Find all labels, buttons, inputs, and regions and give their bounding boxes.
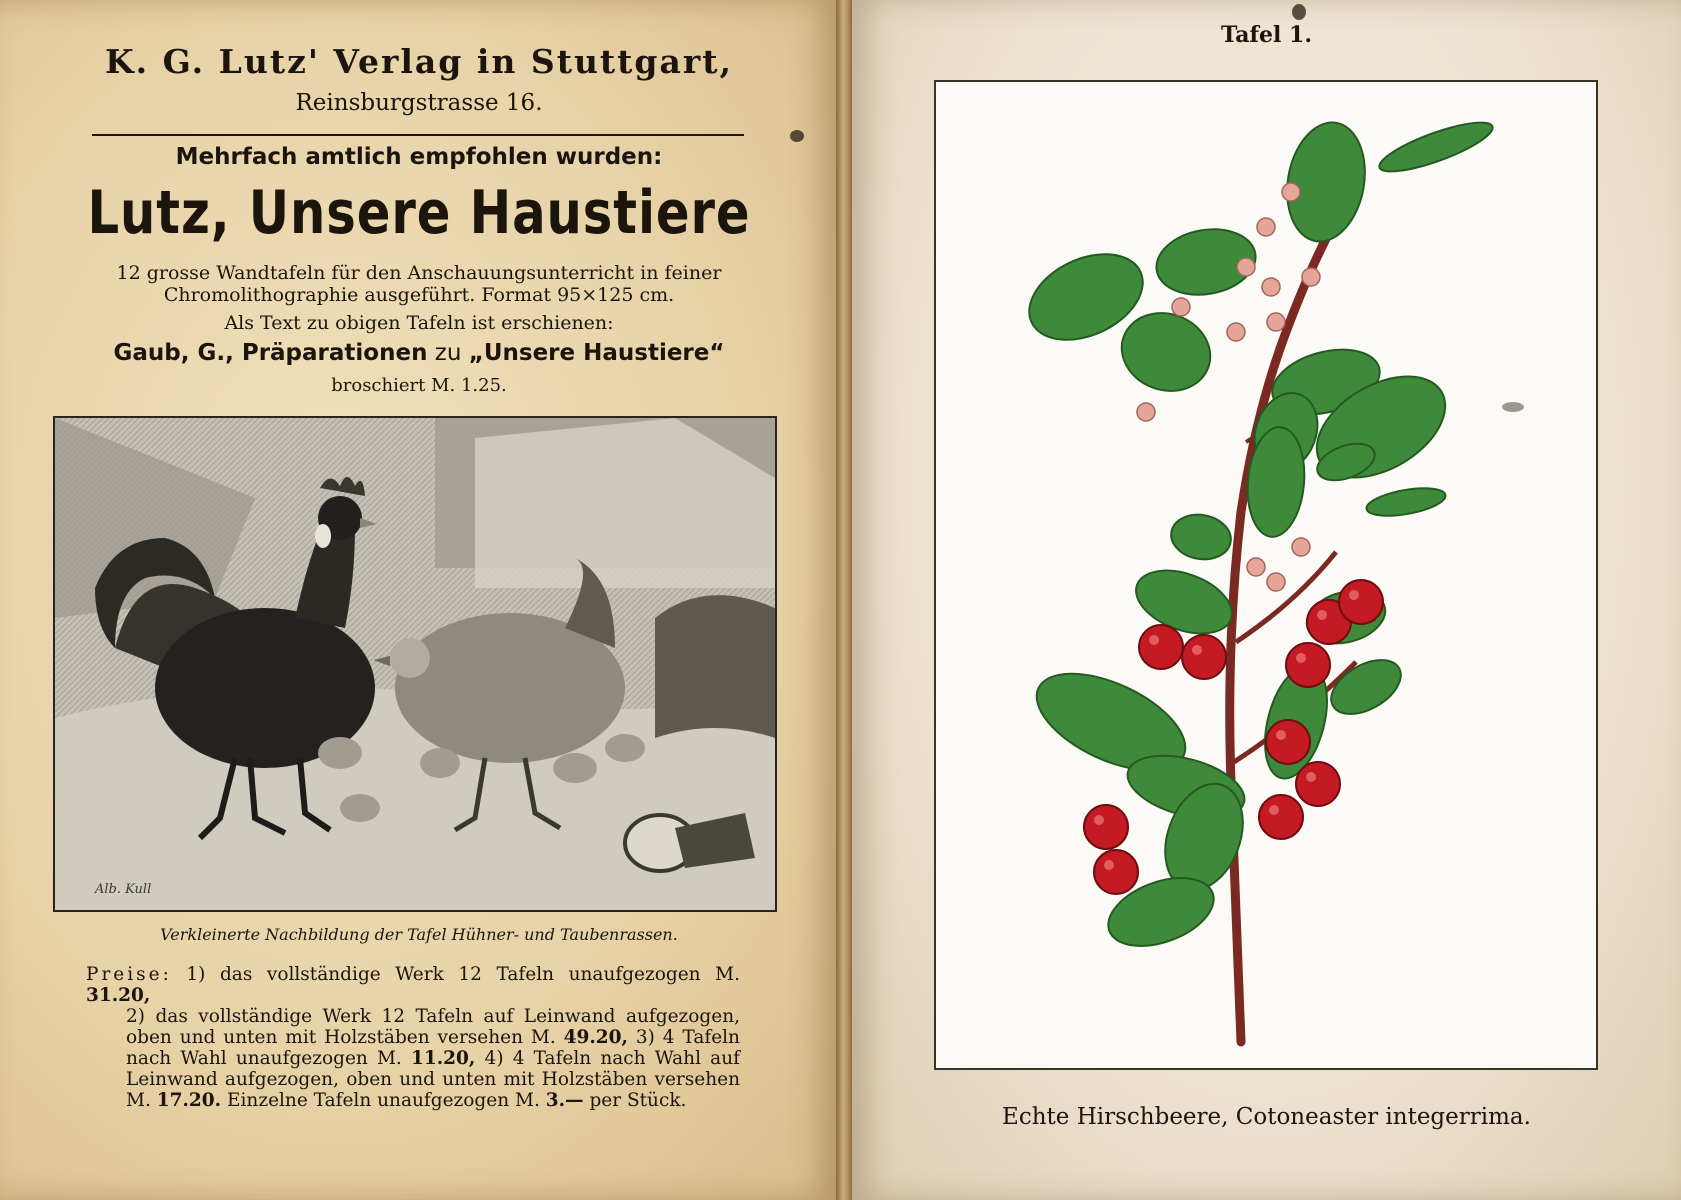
price-value: 31.20, (86, 985, 151, 1006)
plant-leaf (1365, 483, 1448, 521)
plant-berry (1286, 643, 1330, 687)
berry-highlight (1317, 610, 1327, 620)
berry-highlight (1269, 805, 1279, 815)
plant-berry (1182, 635, 1226, 679)
price-label: Preise: (86, 964, 172, 985)
left-page (0, 0, 838, 1200)
plant-berry (1259, 795, 1303, 839)
plant-blossom (1137, 403, 1155, 421)
plate-caption: Echte Hirschbeere, Cotoneaster integerrima. (1002, 1104, 1531, 1130)
plant-blossom (1172, 298, 1190, 316)
plant-berry (1339, 580, 1383, 624)
berry-highlight (1296, 653, 1306, 663)
price-item (126, 1006, 740, 1111)
ink-spot (1292, 4, 1306, 20)
companion-connector: zu (434, 340, 462, 366)
berry-highlight (1149, 635, 1159, 645)
heading-rule (92, 134, 744, 136)
illustration-caption: Verkleinerte Nachbildung der Tafel Hühner- und Taubenrassen. (160, 925, 678, 944)
price-value: 17.20. (156, 1090, 222, 1111)
recommended-line: Mehrfach amtlich empfohlen wurden: (175, 144, 663, 170)
cotoneaster-illustration (936, 82, 1596, 1068)
berry-highlight (1276, 730, 1286, 740)
price-text: Einzelne Tafeln unaufgezogen M. (226, 1090, 540, 1111)
companion-price: broschiert M. 1.25. (331, 375, 507, 396)
plant-blossom (1267, 573, 1285, 591)
ink-spot (790, 130, 804, 142)
publisher-heading: K. G. Lutz' Verlag in Stuttgart, (105, 42, 733, 81)
publisher-address: Reinsburgstrasse 16. (295, 90, 543, 116)
price-text: 1) das vollständige Werk 12 Tafeln unaufgezogen M. (186, 964, 740, 985)
berry-highlight (1104, 860, 1114, 870)
plant-blossom (1267, 313, 1285, 331)
plant-blossom (1257, 218, 1275, 236)
companion-book (0, 340, 838, 366)
plant-leaf (1375, 113, 1497, 180)
plant-leaf (1111, 301, 1222, 403)
berry-highlight (1306, 772, 1316, 782)
berry-highlight (1349, 590, 1359, 600)
price-text: 3) 4 Tafeln nach Wahl unaufgezogen M. (126, 1027, 740, 1069)
plant-berry (1094, 850, 1138, 894)
companion-author: Gaub, G., Präparationen (113, 340, 428, 366)
plant-blossom (1227, 323, 1245, 341)
price-text: per Stück. (589, 1090, 687, 1111)
plant-blossom (1292, 538, 1310, 556)
plant-blossom (1262, 278, 1280, 296)
price-item (86, 964, 740, 1006)
right-page (852, 0, 1681, 1200)
price-list (86, 964, 740, 1111)
plant-blossom (1237, 258, 1255, 276)
book-title: Lutz, Unsere Haustiere (87, 178, 751, 248)
rooster-hen-engraving (53, 416, 777, 912)
berry-highlight (1094, 815, 1104, 825)
engraving-signature: Alb. Kull (95, 882, 152, 897)
plant-berry (1139, 625, 1183, 669)
plant-blossom (1302, 268, 1320, 286)
plate-number: Tafel 1. (1221, 22, 1312, 48)
plant-leaf (1278, 116, 1374, 247)
plant-berry (1084, 805, 1128, 849)
book-description: 12 grosse Wandtafeln für den Anschauungsunterricht in feiner Chromolithographie ausgeführt. Format 95×125 cm. (116, 262, 722, 306)
plant-blossom (1247, 558, 1265, 576)
plant-berry (1296, 762, 1340, 806)
plant-leaf (1168, 510, 1235, 564)
berry-highlight (1192, 645, 1202, 655)
botanical-plate (934, 80, 1598, 1070)
companion-title: „Unsere Haustiere“ (468, 340, 725, 366)
price-value: 49.20, (563, 1027, 628, 1048)
engraving-drawing (55, 418, 775, 910)
price-value: 11.20, (411, 1048, 476, 1069)
price-text: 4) 4 Tafeln nach Wahl auf Leinwand aufgezogen, oben und unten mit Holzstäben versehen M. (126, 1048, 740, 1111)
price-value: 3.— (545, 1090, 584, 1111)
plant-blossom (1282, 183, 1300, 201)
text-note: Als Text zu obigen Tafeln ist erschienen: (224, 312, 614, 334)
ink-spot (1502, 402, 1524, 412)
plant-leaf (1322, 649, 1410, 725)
price-text: 2) das vollständige Werk 12 Tafeln auf Leinwand aufgezogen, oben und unten mit Holzstäben versehen M. (126, 1006, 740, 1048)
plant-berry (1266, 720, 1310, 764)
